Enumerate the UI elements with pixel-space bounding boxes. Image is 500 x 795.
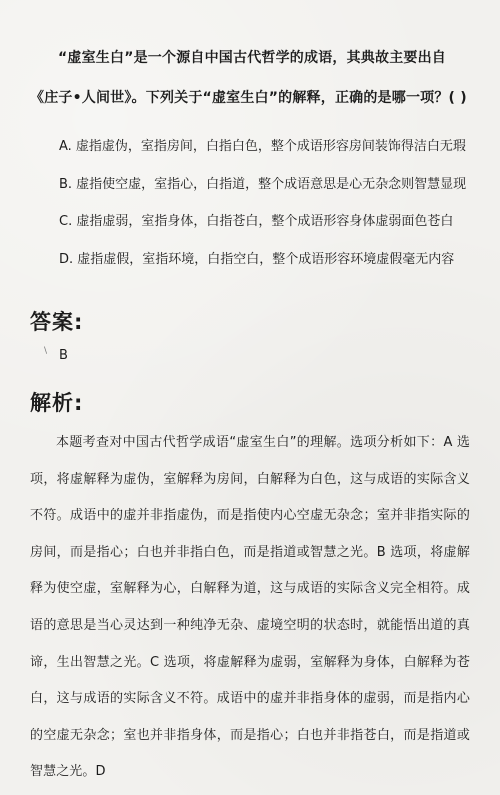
analysis-heading: 解析: — [30, 391, 84, 415]
analysis-text: 本题考查对中国古代哲学成语“虚室生白”的理解。选项分析如下：A 选项，将虚解释为虚伪，室解释为房间，白解释为白色，这与成语的实际含义不符。成语中的虚并非指虚伪，而是指使内心空虚无杂念；室并非指实际的房间，而是指心；白也并非指白色，而是指道或智慧之光。B 选项，将虚解释为使空虚，室解释为心，白解释为道，这与成语的实际含义完全相符。成语的意思是当心灵达到一种纯净无杂、虚境空明的状态时，就能悟出道的真谛，生出智慧之光。C 选项，将虚解释为虚弱，室解释为身体，白解释为苍白，这与成语的实际含义不符。成语中的虚并非指身体的虚弱，而是指内心的空虚无杂念；室也并非指身体，而是指心；白也并非指苍白，而是指道或智慧之光。D — [30, 435, 470, 780]
answer-value — [30, 348, 470, 363]
option-b: B. 虚指使空虚，室指心，白指道，整个成语意思是心无杂念则智慧显现 — [59, 176, 467, 192]
option-list — [30, 128, 470, 278]
option-c: C. 虚指虚弱，室指身体，白指苍白，整个成语形容身体虚弱面色苍白 — [59, 214, 454, 229]
option-a: A. 虚指虚伪，室指房间，白指白色，整个成语形容房间装饰得洁白无瑕 — [59, 139, 466, 154]
question-text: “虚室生白”是一个源自中国古代哲学的成语，其典故主要出自《庄子•人间世》。下列关于“虚室生白”的解释，正确的是哪一项？( ) — [30, 50, 467, 106]
pen-mark: \ — [44, 346, 48, 356]
answer-heading: 答案: — [30, 310, 84, 334]
option-d: D. 虚指虚假，室指环境，白指空白，整个成语形容环境虚假毫无内容 — [59, 251, 455, 267]
answer-letter: B — [59, 348, 68, 363]
